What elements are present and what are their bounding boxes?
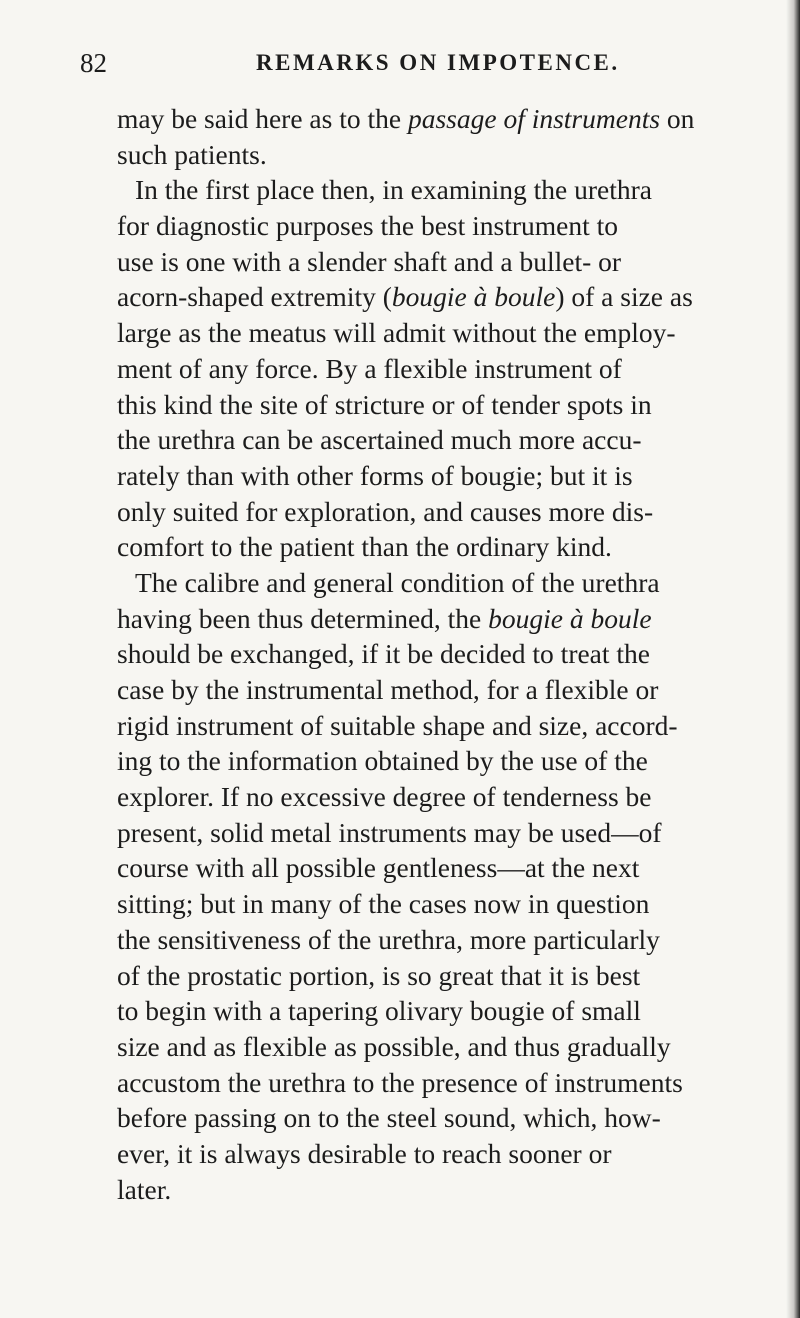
text-line bbox=[117, 458, 775, 494]
text-line bbox=[117, 137, 775, 173]
text-line bbox=[117, 601, 775, 637]
text-line bbox=[117, 636, 775, 672]
text-segment: later. bbox=[117, 1173, 172, 1205]
text-segment: of the prostatic portion, is so great that it is best bbox=[117, 959, 641, 991]
text-segment: rigid instrument of suitable shape and size, accord- bbox=[117, 709, 678, 741]
text-segment: the urethra can be ascertained much more accu- bbox=[117, 424, 642, 456]
text-line bbox=[117, 172, 775, 208]
text-line bbox=[117, 958, 775, 994]
text-segment: The calibre and general condition of the urethra bbox=[135, 566, 660, 598]
text-line bbox=[117, 1172, 775, 1208]
text-line bbox=[117, 351, 775, 387]
text-line bbox=[117, 886, 775, 922]
text-line bbox=[117, 494, 775, 530]
text-line bbox=[117, 1136, 775, 1172]
page-number: 82 bbox=[80, 48, 107, 78]
italic-phrase: passage of instruments bbox=[407, 103, 661, 134]
text-line bbox=[117, 1065, 775, 1101]
text-segment: may be said here as to the bbox=[117, 103, 408, 134]
text-segment: size and as flexible as possible, and thus gradually bbox=[117, 1030, 671, 1062]
text-line bbox=[117, 387, 775, 423]
text-line bbox=[117, 708, 775, 744]
text-line bbox=[117, 743, 775, 779]
text-line bbox=[117, 815, 775, 851]
text-segment: use is one with a slender shaft and a bullet- or bbox=[117, 245, 622, 277]
page-edge-shadow bbox=[786, 0, 800, 1318]
text-segment: comfort to the patient than the ordinary kind. bbox=[117, 531, 612, 563]
text-segment: on bbox=[660, 103, 695, 134]
text-line bbox=[117, 850, 775, 886]
text-segment: only suited for exploration, and causes more dis- bbox=[117, 495, 654, 527]
text-segment: ment of any force. By a flexible instrument of bbox=[117, 352, 622, 384]
text-line bbox=[117, 922, 775, 958]
text-line bbox=[117, 779, 775, 815]
text-segment: should be exchanged, if it be decided to treat the bbox=[117, 638, 651, 670]
text-segment: ) of a size as bbox=[555, 281, 693, 313]
text-segment: for diagnostic purposes the best instrument to bbox=[117, 210, 619, 242]
text-line bbox=[117, 279, 775, 315]
text-line bbox=[117, 1100, 775, 1136]
text-segment: this kind the site of stricture or of tender spots in bbox=[117, 388, 652, 420]
text-segment: before passing on to the steel sound, which, how- bbox=[117, 1102, 661, 1134]
text-segment: having been thus determined, the bbox=[117, 602, 489, 634]
text-segment: ing to the information obtained by the use of the bbox=[117, 745, 648, 777]
text-line bbox=[117, 315, 775, 351]
text-segment: In the first place then, in examining the urethra bbox=[135, 174, 652, 206]
text-line bbox=[117, 244, 775, 280]
text-segment: large as the meatus will admit without the employ- bbox=[117, 317, 676, 349]
italic-phrase: bougie à boule bbox=[391, 281, 556, 313]
text-segment: course with all possible gentleness—at the next bbox=[117, 852, 640, 884]
text-segment: sitting; but in many of the cases now in question bbox=[117, 888, 650, 920]
running-head: REMARKS ON IMPOTENCE. bbox=[256, 50, 620, 75]
text-line bbox=[117, 422, 775, 458]
text-segment: explorer. If no excessive degree of tenderness be bbox=[117, 781, 652, 813]
text-line bbox=[117, 208, 775, 244]
text-line bbox=[117, 993, 775, 1029]
text-segment: present, solid metal instruments may be used—of bbox=[117, 816, 662, 848]
text-segment: the sensitiveness of the urethra, more particularly bbox=[117, 923, 660, 955]
text-segment: to begin with a tapering olivary bougie of small bbox=[117, 995, 641, 1027]
italic-phrase: bougie à boule bbox=[488, 602, 652, 634]
text-line bbox=[117, 529, 775, 565]
text-segment: rately than with other forms of bougie; but it is bbox=[117, 459, 633, 491]
text-line bbox=[117, 101, 775, 137]
text-segment: case by the instrumental method, for a flexible or bbox=[117, 674, 659, 705]
body-text bbox=[117, 101, 775, 1207]
text-line bbox=[117, 1029, 775, 1065]
page-header bbox=[80, 48, 770, 88]
text-segment: acorn-shaped extremity ( bbox=[117, 281, 392, 313]
text-segment: such patients. bbox=[117, 138, 267, 170]
text-segment: accustom the urethra to the presence of instruments bbox=[117, 1066, 683, 1098]
text-segment: ever, it is always desirable to reach sooner or bbox=[117, 1137, 612, 1169]
text-line bbox=[117, 672, 775, 708]
text-line bbox=[117, 565, 775, 601]
